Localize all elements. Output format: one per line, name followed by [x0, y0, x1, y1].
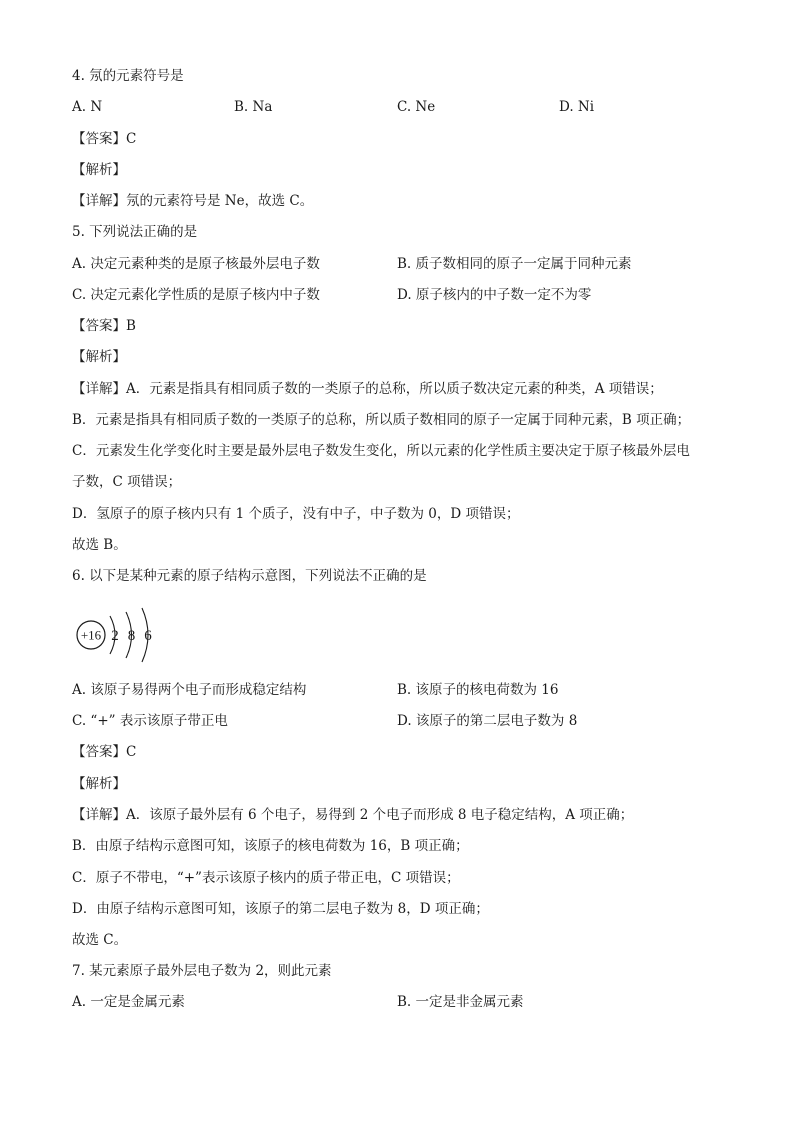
question-6-detail-line: 【详解】A．该原子最外层有 6 个电子，易得到 2 个电子而形成 8 电子稳定结构，A 项正确；	[72, 807, 634, 823]
question-5-answer: 【答案】B	[72, 318, 136, 334]
option-c: C. 决定元素化学性质的是原子核内中子数	[72, 287, 320, 303]
option-d: D. 原子核内的中子数一定不为零	[397, 287, 592, 303]
question-7-stem: 7. 某元素原子最外层电子数为 2，则此元素	[72, 963, 332, 979]
option-d: D. Ni	[559, 99, 595, 115]
question-5-detail-line: 【详解】A．元素是指具有相同质子数的一类原子的总称，所以质子数决定元素的种类，A 项错误；	[72, 381, 663, 397]
question-5-analysis-heading: 【解析】	[72, 349, 126, 365]
option-a: A. N	[72, 99, 103, 115]
option-c: C. “+” 表示该原子带正电	[72, 713, 228, 729]
question-6-analysis-heading: 【解析】	[72, 776, 126, 792]
question-6-detail-line: D．由原子结构示意图可知，该原子的第二层电子数为 8，D 项正确；	[72, 901, 489, 917]
question-4-options	[72, 97, 732, 117]
question-4-answer: 【答案】C	[72, 131, 137, 147]
question-5-conclusion: 故选 B。	[72, 537, 127, 553]
option-b: B. Na	[234, 99, 273, 115]
question-6-answer: 【答案】C	[72, 744, 137, 760]
option-b: B. 该原子的核电荷数为 16	[397, 682, 559, 698]
option-a: A. 该原子易得两个电子而形成稳定结构	[72, 682, 307, 698]
question-5-options-row-2	[72, 285, 732, 305]
atom-structure-diagram	[74, 604, 164, 666]
question-4-analysis-heading: 【解析】	[72, 162, 126, 178]
option-a: A. 决定元素种类的是原子核最外层电子数	[72, 256, 320, 272]
question-6-options-row-2	[72, 711, 732, 731]
option-b: B. 一定是非金属元素	[397, 994, 524, 1010]
question-4-detail: 【详解】氖的元素符号是 Ne，故选 C。	[72, 193, 314, 209]
question-6-conclusion: 故选 C。	[72, 932, 128, 948]
question-5-detail-line: B．元素是指具有相同质子数的一类原子的总称，所以质子数相同的原子一定属于同种元素，B 项正确；	[72, 412, 691, 428]
question-6-detail-line: B．由原子结构示意图可知，该原子的核电荷数为 16，B 项正确；	[72, 838, 469, 854]
nucleus-charge: +16	[80, 627, 102, 643]
question-5-detail-line: C．元素发生化学变化时主要是最外层电子数发生变化，所以元素的化学性质主要决定于原子核最外层电	[72, 443, 690, 459]
option-d: D. 该原子的第二层电子数为 8	[397, 713, 578, 729]
question-6-stem: 6. 以下是某种元素的原子结构示意图，下列说法不正确的是	[72, 568, 427, 584]
shell-3-electrons: 6	[144, 628, 152, 644]
question-6-detail-line: C．原子不带电，“+”表示该原子核内的质子带正电，C 项错误；	[72, 870, 460, 886]
question-5-options-row-1	[72, 254, 732, 274]
question-7-options-row-1	[72, 992, 732, 1012]
option-c: C. Ne	[397, 99, 436, 115]
question-5-detail-line: D．氢原子的原子核内只有 1 个质子，没有中子，中子数为 0，D 项错误；	[72, 506, 520, 522]
question-5-stem: 5. 下列说法正确的是	[72, 224, 198, 240]
option-b: B. 质子数相同的原子一定属于同种元素	[397, 256, 632, 272]
option-a: A. 一定是金属元素	[72, 994, 185, 1010]
question-6-options-row-1	[72, 680, 732, 700]
question-4-stem: 4. 氖的元素符号是	[72, 68, 184, 84]
shell-2-electrons: 8	[127, 628, 136, 644]
question-5-detail-line: 子数，C 项错误；	[72, 474, 182, 490]
shell-1-electrons: 2	[111, 628, 119, 644]
